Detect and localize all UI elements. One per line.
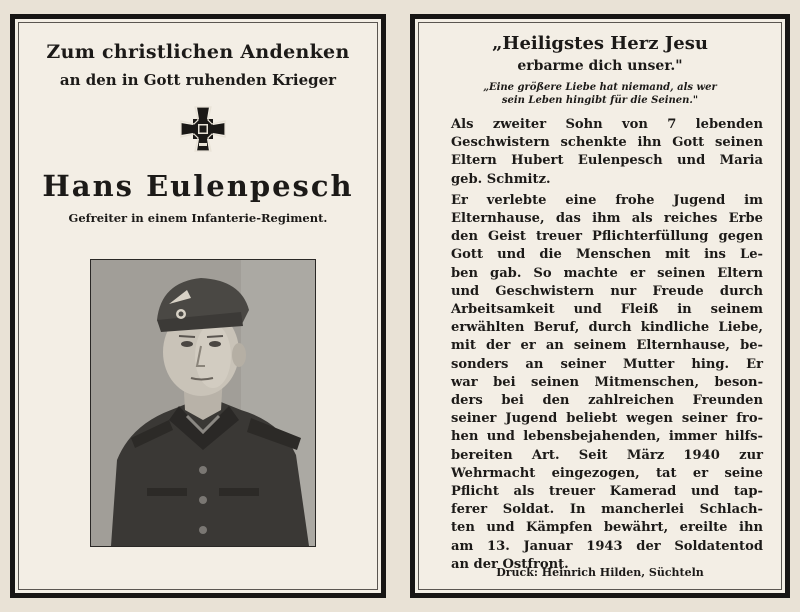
biography-paragraph-2 xyxy=(451,192,763,574)
text-line: war bei seinen Mitmenschen, beson- xyxy=(451,374,763,390)
memorial-card-front xyxy=(10,14,386,598)
printer-credit: Druck: Heinrich Hilden, Süchteln xyxy=(496,566,704,579)
text-line: erwählten Beruf, durch kindliche Liebe, xyxy=(451,320,763,336)
text-line: den Geist treuer Pflichterfüllung gegen xyxy=(451,229,763,245)
text-line: Arbeitsamkeit und Fleiß in seinem xyxy=(451,302,763,318)
text-line: ben gab. So machte er seinen Eltern xyxy=(451,265,763,281)
soldier-portrait-photo xyxy=(90,259,316,547)
text-line: ders bei den zahlreichen Freunden xyxy=(451,393,763,409)
text-line: an der Ostfront. xyxy=(451,556,569,572)
bible-quote xyxy=(415,81,785,107)
text-line: hen und lebensbejahenden, immer hilfs- xyxy=(451,429,763,445)
prayer-title: „Heiligstes Herz Jesu xyxy=(492,33,708,54)
biography-paragraph-1 xyxy=(451,116,763,189)
deceased-name: Hans Eulenpesch xyxy=(42,169,354,203)
text-line: Gott und die Menschen mit ins Le- xyxy=(451,247,763,263)
text-line: Pflicht als treuer Kamerad und tap- xyxy=(451,484,763,500)
bible-quote-line-2: sein Leben hingibt für die Seinen." xyxy=(501,95,699,106)
iron-cross-icon xyxy=(177,103,229,155)
text-line: ferer Soldat. In mancherlei Schlach- xyxy=(451,502,763,518)
text-line: Wehrmacht eingezogen, tat er seine xyxy=(451,465,763,481)
text-line: am 13. Januar 1943 der Soldatentod xyxy=(451,538,763,554)
heading-line-1: Zum christlichen Andenken xyxy=(46,41,350,63)
text-line: geb. Schmitz. xyxy=(451,171,551,187)
text-line: Elternhause, das ihm als reiches Erbe xyxy=(451,211,763,227)
text-line: Eltern Hubert Eulenpesch und Maria xyxy=(451,153,763,169)
text-line: sonders an seiner Mutter hing. Er xyxy=(451,356,763,372)
text-line: Als zweiter Sohn von 7 lebenden xyxy=(451,117,763,132)
memorial-card-back xyxy=(410,14,790,598)
text-line: Er verlebte eine frohe Jugend im xyxy=(451,192,763,208)
bible-quote-line-1: „Eine größere Liebe hat niemand, als wer xyxy=(483,82,717,93)
text-line: seiner Jugend beliebt wegen seiner fro- xyxy=(451,411,763,427)
biography-text xyxy=(451,116,763,577)
heading-line-2: an den in Gott ruhenden Krieger xyxy=(59,71,337,89)
text-line: mit der er an seinem Elternhause, be- xyxy=(451,338,763,354)
text-line: und Geschwistern nur Freude durch xyxy=(451,283,763,299)
soldier-portrait-image xyxy=(91,260,315,546)
military-rank: Gefreiter in einem Infanterie-Regiment. xyxy=(68,211,328,225)
text-line: Geschwistern schenkte ihn Gott seinen xyxy=(451,135,763,151)
text-line: ten und Kämpfen bewährt, ereilte ihn xyxy=(451,520,763,536)
prayer-subtitle: erbarme dich unser." xyxy=(517,58,683,74)
text-line: bereiten Art. Seit März 1940 zur xyxy=(451,447,763,463)
